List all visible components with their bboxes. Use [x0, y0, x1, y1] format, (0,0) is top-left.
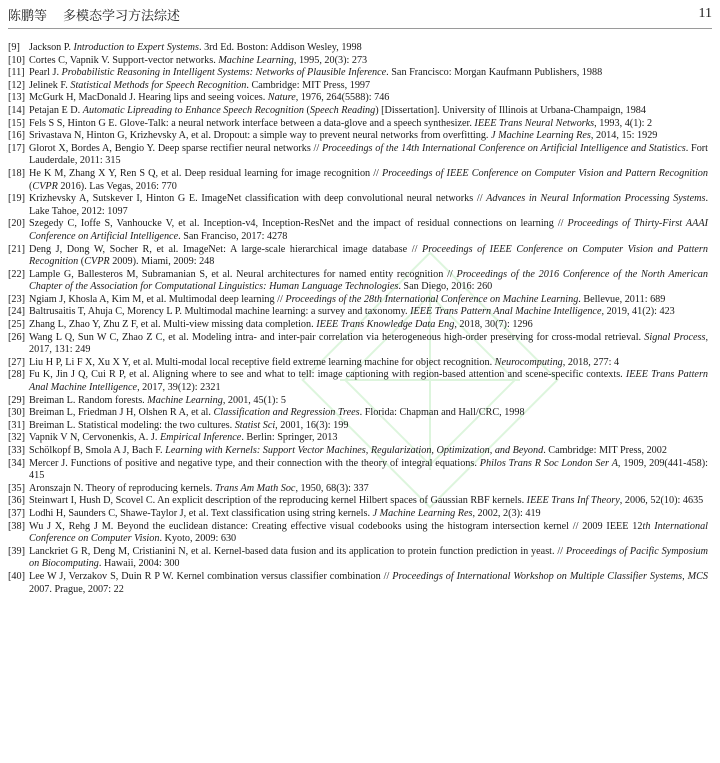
reference-item: [8, 395, 708, 408]
reference-number: [22]: [8, 268, 25, 280]
reference-text: Lodhi H, Saunders C, Shawe-Taylor J, et al. Text classification using string kernels.: [29, 507, 373, 519]
reference-italic-text: Proceedings of the 2016 Conference of the North American Chapter of the Association for Computational Linguistics: Human Language Technologies: [29, 268, 708, 293]
reference-item: [8, 458, 708, 483]
reference-text: , 2006, 52(10): 4635: [619, 495, 704, 507]
reference-item: [8, 306, 708, 319]
reference-italic-text: Advances in Neural Information Processing Systems: [486, 193, 706, 205]
reference-number: [14]: [8, 104, 25, 116]
reference-text: . Fort Lauderdale, 2011: 315: [29, 142, 709, 167]
reference-text: . Lake Tahoe, 2012: 1097: [29, 193, 708, 217]
reference-item: [8, 521, 708, 546]
reference-item: [8, 495, 708, 508]
reference-number: [30]: [8, 407, 25, 419]
reference-text: Baltrusaitis T, Ahuja C, Morency L P. Multimodal machine learning: a survey and taxonomy.: [29, 306, 411, 318]
reference-text: Lee W J, Verzakov S, Duin R P W. Kernel combination versus classifier combination //: [29, 570, 393, 582]
reference-text: , 2001, 45(1): 5: [222, 394, 286, 406]
reference-italic-text: Statistical Methods for Speech Recognition: [70, 79, 247, 91]
reference-text: , 2018, 30(7): 1296: [454, 319, 533, 331]
reference-text: Deng J, Dong W, Socher R, et al. ImageNet: A large-scale hierarchical image database //: [29, 243, 423, 255]
reference-italic-text: Neurocomputing: [494, 356, 563, 368]
reference-text: Fu K, Jin J Q, Cui R P, et al. Aligning where to see and what to tell: image captioning with region-based attention and scene-specific contexts.: [29, 369, 626, 381]
reference-item: [8, 168, 708, 193]
reference-italic-text: Proceedings of Thirty-First AAAI Conference on Artificial Intelligence: [29, 218, 708, 242]
reference-number: [38]: [8, 520, 25, 532]
reference-italic-text: Introduction to Expert Systems: [73, 42, 199, 53]
reference-list: [8, 42, 708, 596]
reference-text: McGurk H, MacDonald J. Hearing lips and seeing voices.: [29, 92, 268, 104]
reference-number: [35]: [8, 482, 25, 494]
reference-item: [8, 294, 708, 307]
reference-text: Srivastava N, Hinton G, Krizhevsky A, et al. Dropout: a simple way to prevent neural networks from overfitting.: [29, 130, 492, 142]
reference-italic-text: IEEE Trans Pattern Anal Machine Intelligence: [29, 369, 708, 394]
reference-italic-text: Signal Process: [644, 331, 706, 343]
reference-text: , 2019, 41(2): 423: [601, 306, 675, 318]
reference-text: Fels S S, Hinton G E. Glove-Talk: a neural network interface between a data-glove and a speech synthesizer.: [29, 117, 475, 129]
reference-italic-text: Trans Am Math Soc: [214, 482, 296, 494]
running-header: [8, 0, 712, 29]
reference-text: Jackson P.: [29, 42, 74, 53]
reference-italic-text: IEEE Trans Pattern Anal Machine Intelligence: [410, 306, 602, 318]
reference-text: , 1995, 20(3): 273: [293, 54, 368, 66]
reference-text: 2016). Las Vegas, 2016: 770: [57, 180, 177, 192]
reference-text: . San Francisco: Morgan Kaufmann Publishers, 1988: [386, 67, 603, 79]
reference-number: [17]: [8, 142, 25, 154]
reference-number: [34]: [8, 457, 25, 469]
reference-text: Pearl J.: [29, 67, 62, 79]
reference-number: [33]: [8, 445, 25, 456]
reference-text: , 1950, 68(3): 337: [295, 482, 369, 494]
reference-text: Breiman L. Random forests.: [29, 394, 148, 406]
reference-number: [29]: [8, 394, 25, 406]
reference-number: [10]: [8, 54, 25, 66]
reference-text: 2009). Miami, 2009: 248: [109, 256, 215, 268]
reference-number: [32]: [8, 432, 25, 444]
reference-text: Lanckriet G R, Deng M, Cristianini N, et al. Kernel-based data fusion and its application to protein function prediction in yeast. //: [29, 545, 566, 557]
reference-italic-text: J Machine Learning Res: [372, 507, 473, 519]
reference-text: Glorot X, Bordes A, Bengio Y. Deep sparse rectifier neural networks //: [29, 142, 322, 154]
reference-item: [8, 105, 708, 118]
reference-italic-text: Machine Learning: [147, 394, 223, 406]
reference-text: Cortes C, Vapnik V. Support-vector networks.: [29, 54, 219, 66]
reference-text: 2007. Prague, 2007: 22: [29, 583, 124, 595]
reference-item: [8, 118, 708, 131]
reference-number: [36]: [8, 495, 25, 507]
reference-item: [8, 130, 708, 143]
reference-number: [12]: [8, 79, 25, 91]
reference-italic-text: Proceedings of International Workshop on Multiple Classifier Systems, MCS: [392, 570, 708, 582]
reference-italic-text: CVPR: [84, 256, 110, 268]
reference-text: Wu J X, Rehg J M. Beyond the euclidean distance: Creating effective visual codebooks using the histogram intersection kernel // 2009 IEEE 12: [29, 520, 643, 532]
reference-text: Breiman L. Statistical modeling: the two cultures.: [29, 419, 235, 431]
reference-italic-text: Statist Sci: [234, 419, 276, 431]
header-authors: 陈鹏等: [8, 8, 48, 24]
reference-number: [39]: [8, 545, 25, 557]
reference-italic-text: Proceedings of IEEE Conference on Computer Vision and Pattern Recognition: [29, 243, 708, 268]
reference-text: Zhang L, Zhao Y, Zhu Z F, et al. Multi-view missing data completion.: [29, 319, 317, 331]
reference-item: [8, 432, 708, 445]
reference-item: [8, 42, 708, 55]
reference-text: Petajan E D.: [29, 104, 83, 116]
reference-number: [13]: [8, 92, 25, 104]
reference-italic-text: Probabilistic Reasoning in Intelligent Systems: Networks of Plausible Inference: [61, 67, 387, 79]
reference-number: [40]: [8, 570, 25, 582]
reference-text: , 2002, 2(3): 419: [472, 507, 541, 519]
reference-number: [25]: [8, 319, 25, 331]
reference-number: [20]: [8, 218, 25, 230]
reference-italic-text: J Machine Learning Res: [491, 130, 591, 142]
reference-number: [26]: [8, 331, 25, 343]
reference-text: . San Franciso, 2017: 4278: [178, 230, 288, 242]
reference-text: Lample G, Ballesteros M, Subramanian S, et al. Neural architectures for named entity recognition //: [29, 268, 457, 280]
reference-text: Liu H P, Li F X, Xu X Y, et al. Multi-modal local receptive field extreme learning machine for object recognition.: [29, 356, 495, 368]
reference-text: , 2018, 277: 4: [562, 356, 620, 368]
reference-italic-text: Proceedings of the 28th International Conference on Machine Learning: [285, 293, 579, 305]
reference-text: , 2017, 131: 249: [29, 331, 708, 356]
reference-text: . Kyoto, 2009: 630: [159, 533, 237, 545]
reference-text: . Florida: Chapman and Hall/CRC, 1998: [359, 407, 525, 419]
reference-number: [19]: [8, 193, 25, 205]
reference-text: . San Diego, 2016: 260: [398, 281, 493, 293]
reference-number: [27]: [8, 356, 25, 368]
reference-italic-text: IEEE Trans Inf Theory: [526, 495, 620, 507]
reference-italic-text: Nature: [267, 92, 296, 104]
reference-text: (: [29, 180, 33, 192]
reference-item: [8, 357, 708, 370]
reference-number: [24]: [8, 306, 25, 318]
reference-item: [8, 483, 708, 496]
reference-number: [31]: [8, 419, 25, 431]
reference-text: Szegedy C, Ioffe S, Vanhoucke V, et al. Inception-v4, Inception-ResNet and the impact of residual connections on learning //: [29, 218, 568, 230]
reference-number: [15]: [8, 117, 25, 129]
reference-item: [8, 244, 708, 269]
reference-number: [9]: [8, 42, 20, 53]
reference-item: [8, 445, 708, 458]
reference-item: [8, 319, 708, 332]
reference-item: [8, 546, 708, 571]
reference-item: [8, 332, 708, 357]
reference-italic-text: Learning with Kernels: Support Vector Machines, Regularization, Optimization, and Beyond: [165, 445, 544, 456]
reference-text: , 1909, 209(441-458): 415: [29, 457, 708, 482]
reference-italic-text: Empirical Inference: [159, 432, 242, 444]
reference-text: He K M, Zhang X Y, Ren S Q, et al. Deep residual learning for image recognition //: [29, 167, 382, 179]
reference-text: , 2014, 15: 1929: [590, 130, 658, 142]
page-number: 11: [698, 6, 712, 21]
reference-text: Ngiam J, Khosla A, Kim M, et al. Multimodal deep learning //: [29, 293, 286, 305]
reference-number: [28]: [8, 369, 25, 381]
reference-text: Aronszajn N. Theory of reproducing kernels.: [29, 482, 215, 494]
reference-number: [16]: [8, 130, 25, 142]
reference-text: (: [303, 104, 310, 116]
reference-text: ) [Dissertation]. University of Illinois at Urbana-Champaign, 1984: [375, 104, 646, 116]
reference-italic-text: Automatic Lipreading to Enhance Speech Recognition: [82, 104, 304, 116]
reference-italic-text: Philos Trans R Soc London Ser A: [479, 457, 618, 469]
reference-text: . Cambridge: MIT Press, 1997: [246, 79, 371, 91]
reference-text: , 2017, 39(12): 2321: [137, 382, 221, 394]
reference-text: . Cambridge: MIT Press, 2002: [543, 445, 667, 456]
reference-text: (: [78, 256, 85, 268]
reference-text: , 2001, 16(3): 199: [275, 419, 349, 431]
reference-text: , 1976, 264(5588): 746: [295, 92, 390, 104]
reference-text: Breiman L, Friedman J H, Olshen R A, et al.: [29, 407, 214, 419]
reference-number: [23]: [8, 293, 25, 305]
reference-item: [8, 218, 708, 243]
reference-number: [37]: [8, 507, 25, 519]
reference-text: , 1993, 4(1): 2: [594, 117, 653, 129]
reference-item: [8, 407, 708, 420]
reference-text: . Berlin: Springer, 2013: [241, 432, 338, 444]
reference-text: . Bellevue, 2011: 689: [578, 293, 666, 305]
reference-item: [8, 420, 708, 433]
reference-text: Jelinek F.: [29, 79, 71, 91]
reference-italic-text: th International Conference on Computer Vision: [29, 520, 709, 545]
reference-item: [8, 269, 708, 294]
reference-italic-text: CVPR: [32, 180, 58, 192]
reference-item: [8, 508, 708, 521]
reference-item: [8, 80, 708, 93]
reference-number: [18]: [8, 167, 25, 179]
reference-italic-text: Speech Reading: [309, 104, 376, 116]
reference-text: . 3rd Ed. Boston: Addison Wesley, 1998: [198, 42, 362, 53]
reference-italic-text: Machine Learning: [218, 54, 294, 66]
reference-italic-text: IEEE Trans Knowledge Data Eng: [316, 319, 455, 331]
reference-item: [8, 143, 708, 168]
reference-item: [8, 67, 708, 80]
reference-italic-text: IEEE Trans Neural Networks: [474, 117, 595, 129]
reference-item: [8, 571, 708, 596]
reference-text: Wang L Q, Sun W C, Zhao Z C, et al. Modeling intra- and inter-pair correlation via heterogeneous high-order preserving for cross-modal retrieval.: [29, 331, 645, 343]
reference-item: [8, 92, 708, 105]
reference-italic-text: Proceedings of IEEE Conference on Computer Vision and Pattern Recognition: [381, 167, 708, 179]
header-title: 多模态学习方法综述: [63, 8, 181, 24]
reference-text: Mercer J. Functions of positive and negative type, and their connection with the theory of integral equations.: [29, 457, 480, 469]
reference-item: [8, 193, 708, 218]
reference-italic-text: Proceedings of the 14th International Conference on Artificial Intelligence and Statistics: [321, 142, 686, 154]
reference-text: Steinwart I, Hush D, Scovel C. An explicit description of the reproducing kernel Hilbert spaces of Gaussian RBF kernels.: [29, 495, 527, 507]
reference-text: . Hawaii, 2004: 300: [98, 558, 180, 570]
reference-italic-text: Proceedings of Pacific Symposium on Biocomputing: [29, 545, 708, 570]
reference-text: Schölkopf B, Smola A J, Bach F.: [29, 445, 166, 456]
reference-italic-text: Classification and Regression Trees: [213, 407, 360, 419]
reference-text: Vapnik V N, Cervonenkis, A. J.: [29, 432, 160, 444]
reference-number: [11]: [8, 67, 25, 79]
reference-text: Krizhevsky A, Sutskever I, Hinton G E. ImageNet classification with deep convolutional neural networks //: [29, 193, 487, 205]
reference-item: [8, 55, 708, 68]
reference-item: [8, 369, 708, 394]
reference-number: [21]: [8, 243, 25, 255]
